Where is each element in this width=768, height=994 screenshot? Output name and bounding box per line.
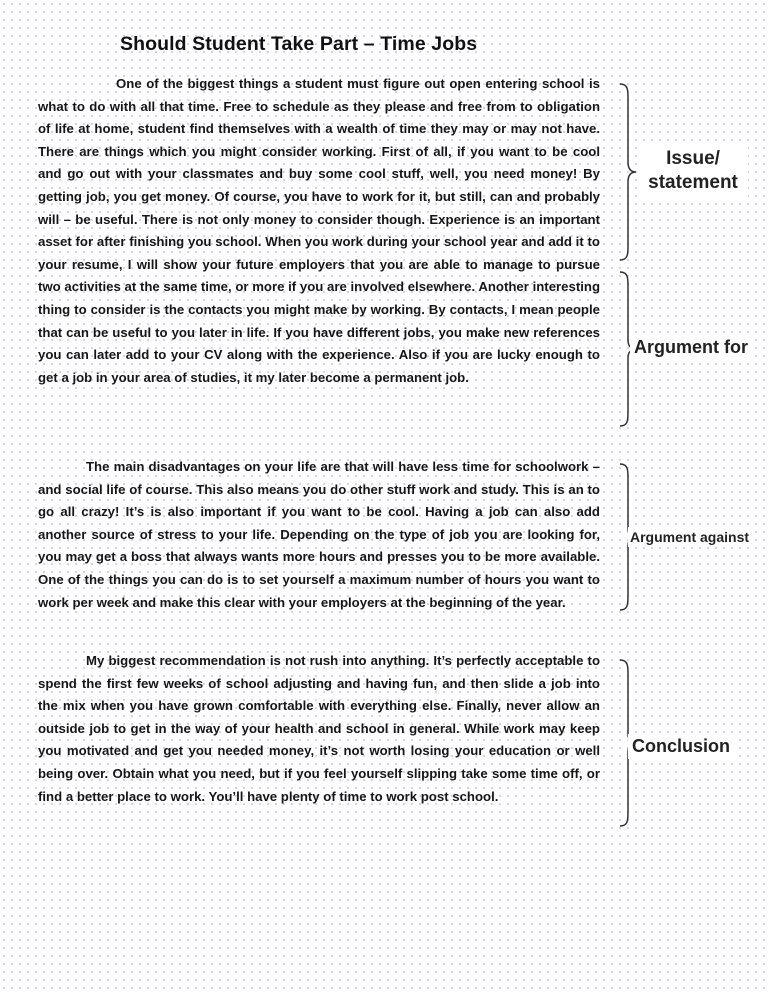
label-argument-against: Argument against (630, 529, 750, 545)
label-argument-for: Argument for (630, 335, 752, 360)
label-issue-statement (638, 145, 748, 197)
document-title: Should Student Take Part – Time Jobs (120, 33, 478, 55)
label-conclusion: Conclusion (628, 734, 734, 759)
brace-issue-statement (612, 82, 638, 262)
paragraph-argument-against: The main disadvantages on your life are that will have less time for schoolwork – and social life of course. This also means you do other stuff work and study. This is an to go all crazy! It’s is also important if you want to be cool. Having a job can also add another source of stress to your life. Depending on the type of job you are looking for, you may get a boss that always wants more hours and presses you to be more available. One of the things you can do is to set yourself a maximum number of hours you want to work per week and make this clear with your employers at the beginning of the year. (38, 459, 600, 610)
paragraph-issue-and-argument-for: One of the biggest things a student must figure out open entering school is what to do with all that time. Free to schedule as they please and free from to obligation of life at home, student find themselves with a wealth of time they may or may not have. There are things which you might consider working. First of all, if you want to be cool and go out with your classmates and buy some cool stuff, well, you need money! By getting job, you get money. Of course, you have to work for it, but still, can and probably will – be useful. There is not only money to consider though. Experience is an important asset for after finishing you school. When you work during your school year and add it to your resume, I will show your future employers that you are able to manage to pursue two activities at the same time, or more if you are involved elsewhere. Another interesting thing to consider is the contacts you might make by working. By contacts, I mean people that can be useful to you later in life. If you have different jobs, you make new references you can later add to your CV along with the experience. Also if you are lucky enough to get a job in your area of studies, it my later become a permanent job. (38, 76, 600, 385)
label-issue-line1: Issue/ (666, 148, 720, 169)
paragraph-conclusion: My biggest recommendation is not rush into anything. It’s perfectly acceptable to spend the first few weeks of school adjusting and having fun, and then slide a job into the mix when you have grown comfortable with everything else. Finally, never allow an outside job to get in the way of your health and school in general. While work may keep you motivated and get you needed money, it’s not worth losing your education or well being over. Obtain what you need, but if you feel yourself slipping take some time off, or find a better place to work. You’ll have plenty of time to work post school. (38, 653, 600, 804)
label-issue-line2: statement (648, 172, 738, 193)
